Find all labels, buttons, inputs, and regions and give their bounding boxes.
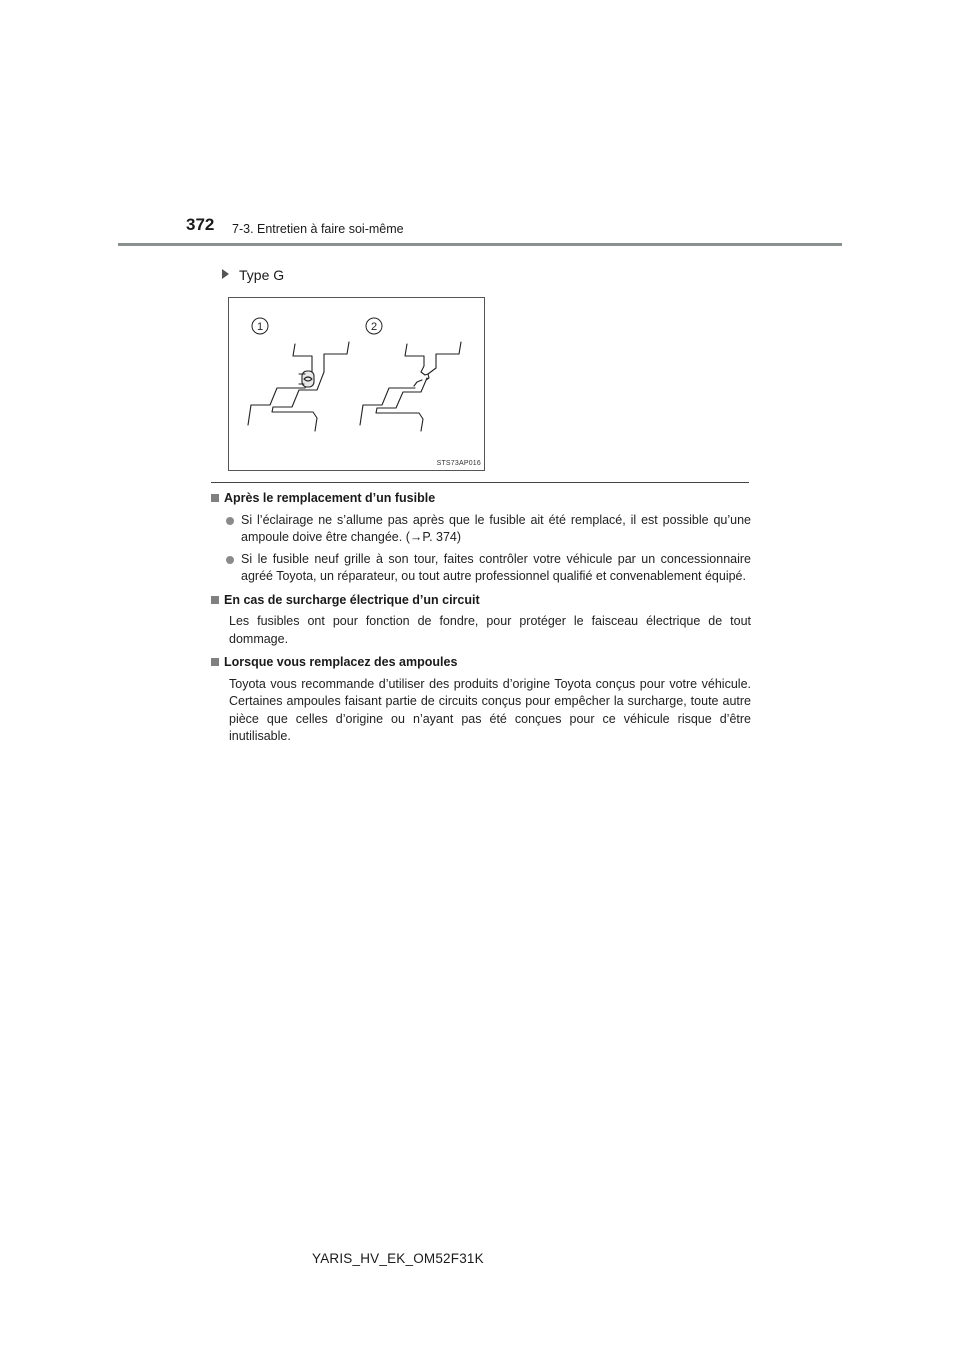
circle-bullet-icon [226, 517, 234, 525]
paragraph: Toyota vous recommande d’utiliser des produits d’origine Toyota conçus pour votre véhicule. Certaines ampoules faisant partie de circuits conçus pour empêcher la surcharge, toute autre pièce que celles d’origine ou n’ayant pas été conçues pour ce véhicule risque d’être inutilisable. [229, 676, 751, 743]
paragraph: Les fusibles ont pour fonction de fondre, pour protéger le faisceau électrique de tout dommage. [229, 614, 751, 646]
callout-1 [252, 318, 268, 334]
heading-bulb-replacement [211, 654, 751, 672]
heading-circuit-overload [211, 592, 751, 610]
callout-2-label: 2 [370, 321, 378, 333]
heading-text: Lorsque vous remplacez des ampoules [224, 655, 458, 669]
figure-caption [222, 267, 284, 283]
figure-code: STS73AP016 [436, 460, 481, 467]
callout-2 [366, 318, 382, 334]
document-code: YARIS_HV_EK_OM52F31K [312, 1251, 484, 1266]
heading-text: En cas de surcharge électrique d’un circuit [224, 592, 480, 607]
content [211, 490, 751, 750]
list-item-text: Si l’éclairage ne s’allume pas après que le fusible ait été remplacé, il est possible qu’une ampoule doive être changée. (→P. 374) [241, 512, 751, 544]
content-rule [211, 482, 749, 483]
list-item [211, 512, 751, 547]
fuse-illustration [228, 297, 485, 471]
header-rule [118, 243, 842, 246]
fuse-good [248, 342, 349, 431]
section-title: 7-3. Entretien à faire soi-même [232, 222, 404, 236]
page-number: 372 [186, 215, 215, 234]
figure-caption-text: Type G [239, 267, 285, 283]
fuse-blown [360, 342, 461, 431]
square-bullet-icon [211, 494, 219, 502]
square-bullet-icon [211, 596, 219, 604]
heading-after-replacement [211, 490, 751, 508]
circle-bullet-icon [226, 556, 234, 564]
callout-1-label: 1 [256, 321, 264, 333]
list-item [211, 551, 751, 586]
square-bullet-icon [211, 658, 219, 666]
heading-text: Après le remplacement d’un fusible [224, 491, 436, 505]
list-item-text: Si le fusible neuf grille à son tour, faites contrôler votre véhicule par un concessionnaire agréé Toyota, un réparateur, ou tout autre professionnel qualifié et convenablement équipé. [241, 551, 751, 583]
triangle-bullet-icon [222, 269, 229, 279]
fuse-diagram [229, 298, 484, 470]
